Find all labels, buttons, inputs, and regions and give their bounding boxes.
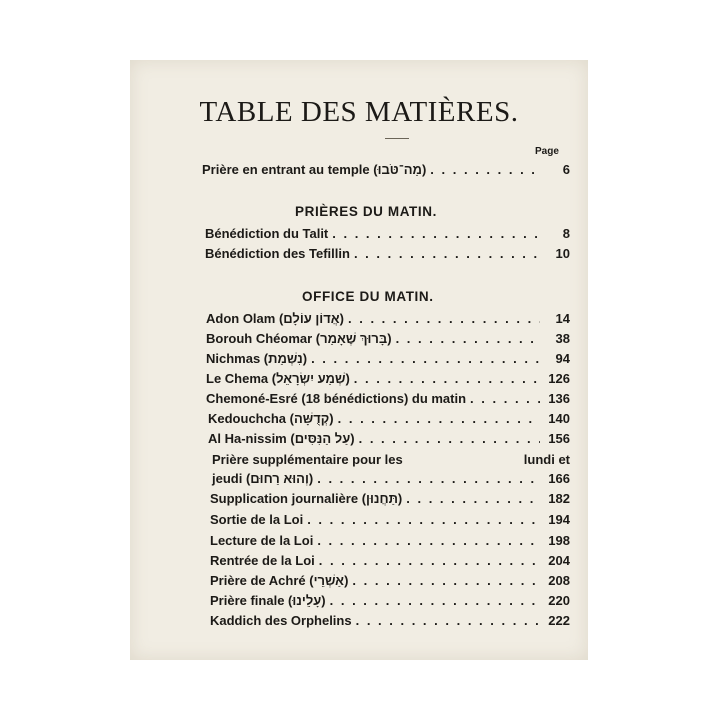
entry-page: 14 [555, 311, 570, 326]
entry-label: Rentrée de la Loi [210, 553, 315, 568]
toc-entry [210, 593, 570, 613]
dot-leader [311, 351, 540, 366]
entry-label: Lecture de la Loi [210, 533, 314, 548]
entry-label: Nichmas (נִשְׁמַת) [206, 351, 308, 366]
toc-entry [206, 311, 570, 331]
dot-leader [317, 533, 540, 548]
entry-page: 156 [548, 431, 570, 446]
entry-page: 166 [548, 471, 570, 486]
toc-entry [210, 613, 570, 633]
entry-label: Kaddich des Orphelins [210, 613, 352, 628]
entry-page: 204 [548, 553, 570, 568]
entry-label: Prière de Achré (אַשְׁרֵי) [210, 573, 349, 588]
entry-page: 222 [548, 613, 570, 628]
entry-label: Le Chema (שְׁמַע יִשְׂרָאֵל) [206, 371, 350, 386]
entry-page: 6 [562, 162, 570, 177]
entry-label: Borouh Chéomar (בָּרוּךְ שֶׁאָמַר) [206, 331, 392, 346]
entry-page: 8 [562, 226, 570, 241]
toc-entry [210, 512, 570, 532]
entry-label: Prière en entrant au temple (מַה־טֹּבוּ) [202, 162, 427, 177]
toc-entry [210, 491, 570, 511]
dot-leader [430, 162, 540, 177]
dot-leader [354, 371, 540, 386]
entry-label-part: Prière supplémentaire pour les [212, 452, 403, 467]
entry-label: Kedouchcha (קְדֻשָּׁה) [208, 411, 334, 426]
dot-leader [307, 512, 540, 527]
dot-leader [406, 491, 540, 506]
entry-page: 198 [548, 533, 570, 548]
dot-leader [356, 613, 540, 628]
dot-leader [317, 471, 540, 486]
title-ornament [385, 138, 409, 139]
entry-label: Adon Olam (אֲדוֹן עוֹלָם) [206, 311, 345, 326]
entry-page: 220 [548, 593, 570, 608]
entry-page: 182 [548, 491, 570, 506]
entry-label: Supplication journalière (תַּחֲנוּן) [210, 491, 403, 506]
entry-page: 38 [555, 331, 570, 346]
dot-leader [352, 573, 540, 588]
page-column-label: Page [535, 146, 559, 157]
page-title: TABLE DES MATIÈRES. [199, 96, 519, 128]
toc-entry [208, 411, 570, 431]
entry-label: Al Ha-nissim (עַל הַנִּסִּים) [208, 431, 355, 446]
toc-entry [210, 533, 570, 553]
toc-entry [205, 246, 570, 266]
entry-page: 10 [555, 246, 570, 261]
dot-leader [348, 311, 540, 326]
entry-label: Bénédiction des Tefillin [205, 246, 350, 261]
toc-entry [210, 553, 570, 573]
dot-leader [330, 593, 540, 608]
dot-leader [338, 411, 540, 426]
section-heading-matin: PRIÈRES DU MATIN. [295, 204, 437, 219]
dot-leader [470, 391, 540, 406]
toc-entry [206, 351, 570, 371]
entry-label-part: lundi et [523, 452, 570, 467]
dot-leader [332, 226, 540, 241]
entry-page: 126 [548, 371, 570, 386]
entry-label: Sortie de la Loi [210, 512, 304, 527]
entry-label: Chemoné-Esré (18 bénédictions) du matin [206, 391, 467, 406]
section-heading-office: OFFICE DU MATIN. [302, 289, 434, 304]
toc-entry [206, 391, 570, 411]
dot-leader [359, 431, 540, 446]
entry-page: 136 [548, 391, 570, 406]
entry-page: 94 [555, 351, 570, 366]
toc-entry [205, 226, 570, 246]
entry-page: 208 [548, 573, 570, 588]
entry-page: 194 [548, 512, 570, 527]
toc-entry [208, 431, 570, 451]
entry-label: jeudi (וְהוּא רַחוּם) [212, 471, 314, 486]
entry-label: Prière finale (עָלֵינוּ) [210, 593, 326, 608]
entry-page: 140 [548, 411, 570, 426]
toc-entry [210, 573, 570, 593]
book-page [130, 60, 588, 660]
toc-entry [206, 331, 570, 351]
toc-entry [212, 471, 570, 491]
dot-leader [396, 331, 540, 346]
toc-entry [206, 371, 570, 391]
dot-leader [354, 246, 540, 261]
dot-leader [319, 553, 540, 568]
entry-label: Bénédiction du Talit [205, 226, 329, 241]
toc-entry-intro [202, 162, 570, 182]
toc-entry-line1 [212, 452, 570, 472]
